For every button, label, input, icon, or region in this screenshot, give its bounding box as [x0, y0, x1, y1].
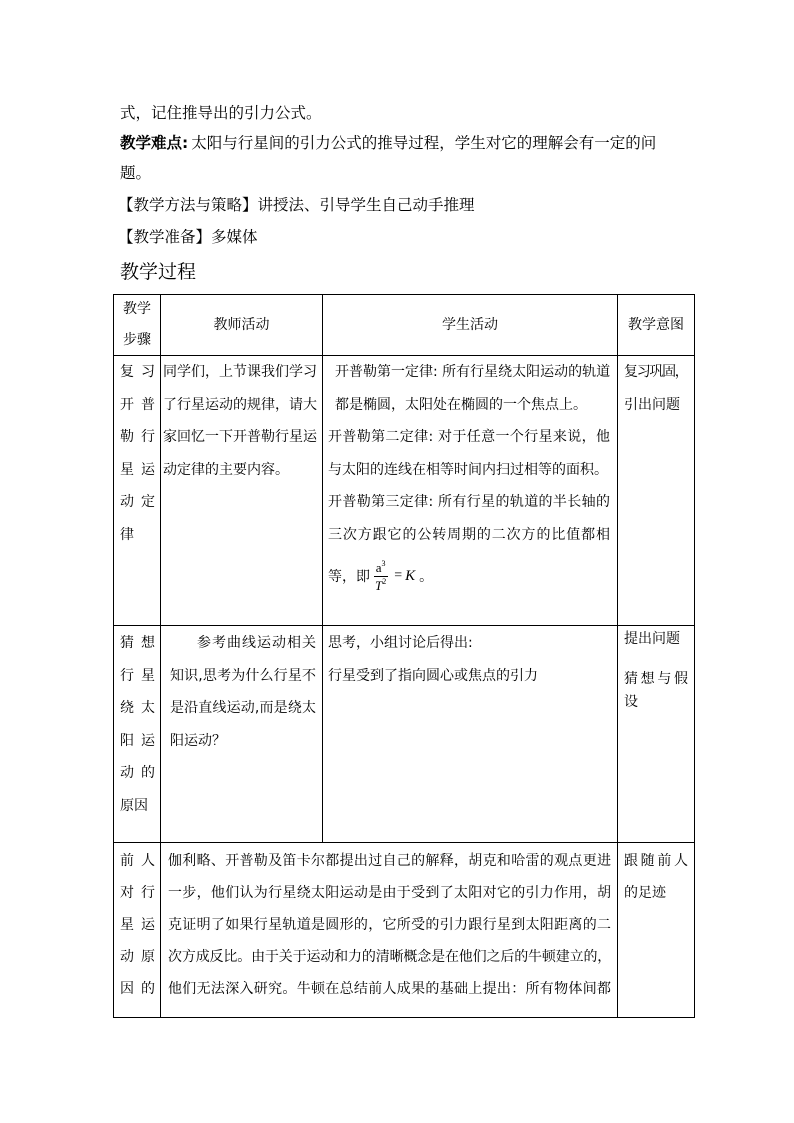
row-3-activity-cell: [160, 842, 618, 1018]
text-line: 克证明了如果行星轨道是圆形的，它所受的引力跟行星到太阳距离的二: [168, 917, 611, 933]
kepler-third-law: [328, 486, 610, 601]
text-line: 同学们，上节课我们学习: [163, 364, 317, 380]
text-line: 与太阳的连线在相等时间内扫过相等的面积。: [328, 461, 608, 478]
constant-k: K: [405, 567, 416, 584]
kepler-laws: [328, 356, 610, 601]
header-cell-student: [322, 294, 618, 356]
header-teacher-label: 教师活动: [213, 316, 270, 333]
text-line: 行星受到了指向圆心或焦点的引力: [328, 667, 538, 684]
header-student-label: 学生活动: [442, 316, 498, 333]
row-2-intent-cell: [617, 625, 695, 843]
row-3-intent-text: [624, 845, 688, 909]
numerator-power: 3: [381, 558, 386, 568]
text-line: 都是椭圆，太阳处在椭圆的一个焦点上。: [335, 396, 587, 413]
row-2-student-cell: [322, 625, 618, 843]
header-cell-step: [113, 294, 161, 356]
text-line: 伽利略、开普勒及笛卡尔都提出过自己的解释，胡克和哈雷的观点更进: [168, 853, 611, 869]
row-2-intent-text: [624, 626, 688, 714]
text-line: 是沿直线运动,而是绕太: [170, 700, 316, 716]
row-1-intent-cell: [617, 355, 695, 626]
text-line: 他们无法深入研究。牛顿在总结前人成果的基础上提出：所有物体间都: [168, 981, 611, 997]
kepler-third-law-fraction: [373, 559, 388, 594]
row-3-intent-cell: [617, 842, 695, 1018]
row-1-step-cell: [113, 355, 161, 626]
row-1-teacher-cell: [160, 355, 323, 626]
text-line: 思考，小组讨论后得出:: [328, 635, 473, 651]
text-line: 参考曲线运动相关: [197, 635, 316, 651]
text-line: 阳运动？: [170, 732, 226, 749]
text-line: 开普勒第三定律: 所有行星的轨道的半长轴的: [328, 494, 610, 510]
text-line: 猜想与假: [624, 671, 688, 687]
lesson-process-table: [113, 294, 695, 1018]
text-line: 一步，他们认为行星绕太阳运动是由于受到了太阳对它的引力作用，胡: [168, 885, 611, 901]
formula-end: 。: [419, 569, 434, 585]
fraction-denominator: [373, 577, 388, 594]
row-3-activity-text: [168, 845, 611, 1005]
kepler-second-law: [328, 421, 610, 486]
difficulty-text-continued: 题。: [120, 164, 152, 182]
formula-lead: 等，即: [328, 569, 370, 585]
formula-line: [328, 551, 610, 601]
header-step-label: 教学步骤: [123, 301, 151, 348]
difficulty-label: 教学难点:: [120, 134, 189, 152]
row-3-step-label: 前人对行星运动原因的: [120, 853, 155, 997]
numerator-symbol: a: [375, 559, 382, 575]
difficulty-text: 太阳与行星间的引力公式的推导过程，学生对它的理解会有一定的问: [191, 134, 657, 152]
row-2-step-cell: [113, 625, 161, 843]
row-1-intent-text: [624, 356, 688, 421]
text-line: 设: [624, 694, 638, 710]
text-line: 提出问题: [624, 631, 680, 647]
text-line: 开普勒第一定律: 所有行星绕太阳运动的轨道: [335, 364, 611, 380]
row-3-step-cell: [113, 842, 161, 1018]
intent-paragraph: [624, 668, 688, 714]
preparation-line: 【教学准备】多媒体: [118, 228, 258, 246]
text-line: 引出问题: [624, 396, 680, 413]
row-2-step-label: 猜想行星绕太阳运动的原因: [120, 635, 155, 814]
text-line: 的足迹: [624, 885, 666, 901]
text-line: 复习巩固，: [624, 364, 688, 380]
text-line: 跟随前人: [624, 853, 688, 869]
row-2-teacher-text: [170, 627, 316, 757]
difficulty-line: [120, 131, 656, 155]
text-line: 开普勒第二定律: 对于任意一个行星来说，他: [328, 429, 610, 445]
text-line: 动定律的主要内容。: [163, 461, 289, 478]
kepler-first-law: [335, 356, 610, 421]
methods-line: 【教学方法与策略】讲授法、引导学生自己动手推理: [118, 196, 475, 214]
header-cell-intent: [617, 294, 695, 356]
text-line: 知识,思考为什么行星不: [170, 667, 316, 684]
row-1-student-cell: [322, 355, 618, 626]
header-cell-teacher: [160, 294, 323, 356]
header-intent-label: 教学意图: [628, 316, 684, 333]
row-2-teacher-cell: [160, 625, 323, 843]
text-line: 家回忆一下开普勒行星运: [163, 429, 317, 445]
row-1-step-label: 复习开普勒行星运动定律: [120, 364, 155, 543]
text-line: 了行星运动的规律，请大: [163, 396, 317, 413]
text-line: 次方成反比。由于关于运动和力的清晰概念是在他们之后的牛顿建立的，: [168, 949, 611, 965]
equals-sign: =: [394, 568, 403, 583]
denominator-power: 2: [382, 576, 387, 586]
fraction-numerator: [374, 559, 388, 577]
section-title: 教学过程: [120, 261, 197, 283]
denominator-symbol: T: [375, 577, 383, 593]
objective-line: 式，记住推导出的引力公式。: [120, 104, 322, 122]
text-line: 三次方跟它的公转周期的二次方的比值都相: [328, 526, 610, 543]
